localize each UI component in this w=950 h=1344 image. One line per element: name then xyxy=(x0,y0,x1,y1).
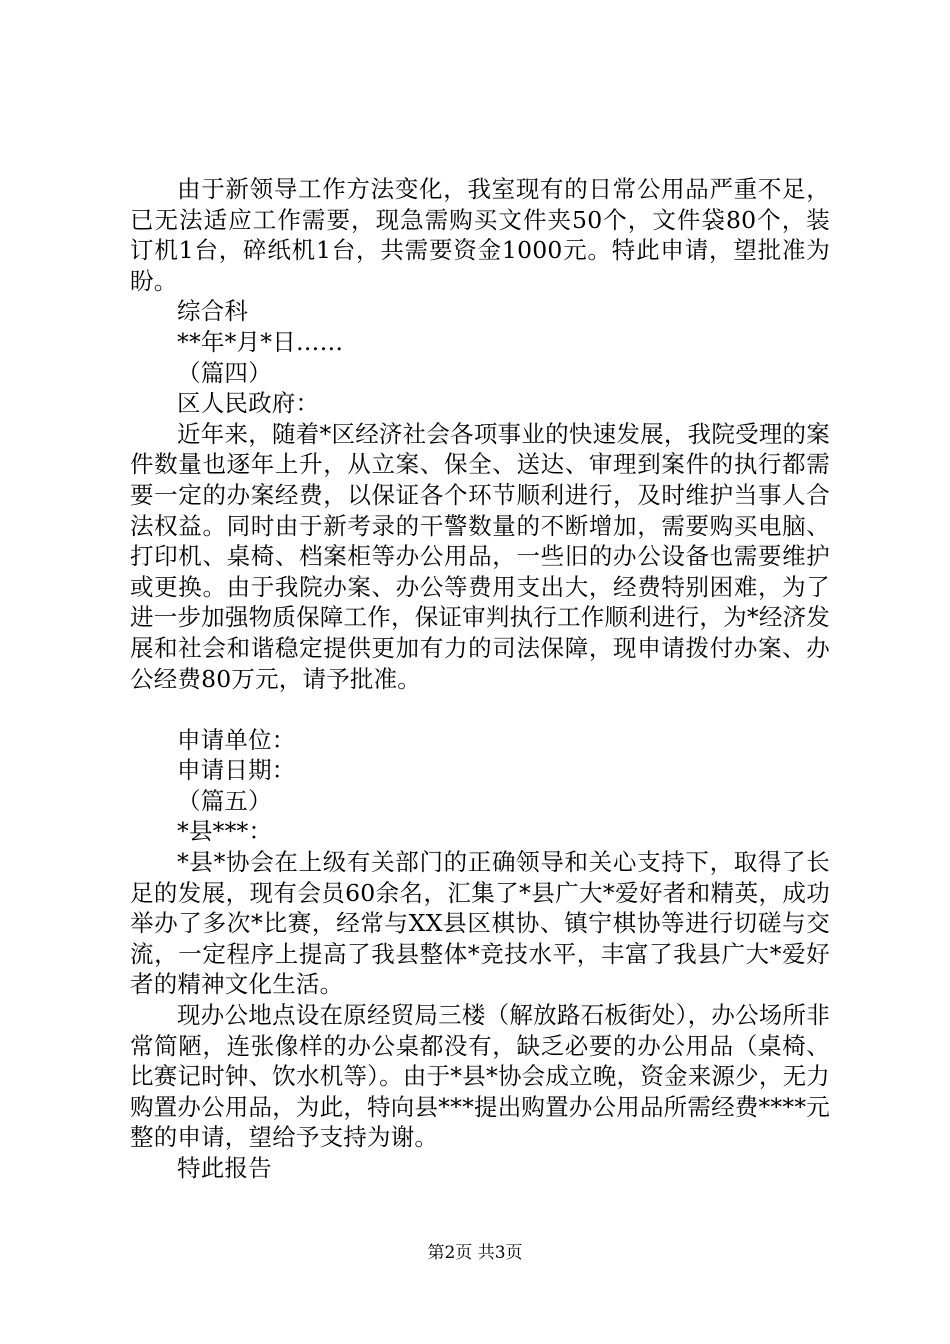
closing-report: 特此报告 xyxy=(177,1154,272,1182)
blank-line xyxy=(130,694,830,725)
page-footer: 第2页 共3页 xyxy=(427,1243,523,1263)
applicant-unit-label: 申请单位： xyxy=(177,725,296,754)
section-heading-four: （篇四） xyxy=(177,358,272,387)
application-date-label: 申请日期： xyxy=(177,756,296,785)
paragraph-court-funding: 近年来，随着*区经济社会各项事业的快速发展，我院受理的案件数量也逐年上升，从立案、保全、送达、审理到案件的执行都需要一定的办案经费，以保证各个环节顺利进行，及时维护当事人合法权益。同时由于新考录的干警数量的不断增加，需要购买电脑、打印机、桌椅、档案柜等办公用品，一些旧的办公设备也需要维护或更换。由于我院办案、办公等费用支出大，经费特别困难，为了进一步加强物质保障工作，保证审判执行工作顺利进行，为*经济发展和社会和谐稳定提供更加有力的司法保障，现申请拨付办案、办公经费80万元，请予批准。 xyxy=(130,419,830,693)
document-body xyxy=(130,174,830,1184)
paragraph-office-request: 现办公地点设在原经贸局三楼（解放路石板街处），办公场所非常简陋，连张像样的办公桌都没有，缺乏必要的办公用品（桌椅、比赛记时钟、饮水机等）。由于*县*协会成立晚，资金来源少，无力购置办公用品，为此，特向县***提出购置办公用品所需经费****元整的申请，望给予支持为谢。 xyxy=(130,1001,830,1152)
paragraph-association-background: *县*协会在上级有关部门的正确领导和关心支持下，取得了长足的发展，现有会员60余名，汇集了*县广大*爱好者和精英，成功举办了多次*比赛，经常与XX县区棋协、镇宁棋协等进行切磋与交流，一定程序上提高了我县整体*竞技水平，丰富了我县广大*爱好者的精神文化生活。 xyxy=(130,848,830,999)
salutation-county: *县***： xyxy=(177,817,273,846)
signature-department: 综合科 xyxy=(177,297,249,326)
salutation-district-government: 区人民政府： xyxy=(177,389,320,418)
section-heading-five: （篇五） xyxy=(177,786,272,815)
paragraph-purchase-request: 由于新领导工作方法变化，我室现有的日常公用品严重不足，已无法适应工作需要，现急需购买文件夹50个，文件袋80个，装订机1台，碎纸机1台，共需要资金1000元。特此申请，望批准为盼。 xyxy=(130,175,830,295)
signature-date: **年*月*日…… xyxy=(177,327,344,356)
